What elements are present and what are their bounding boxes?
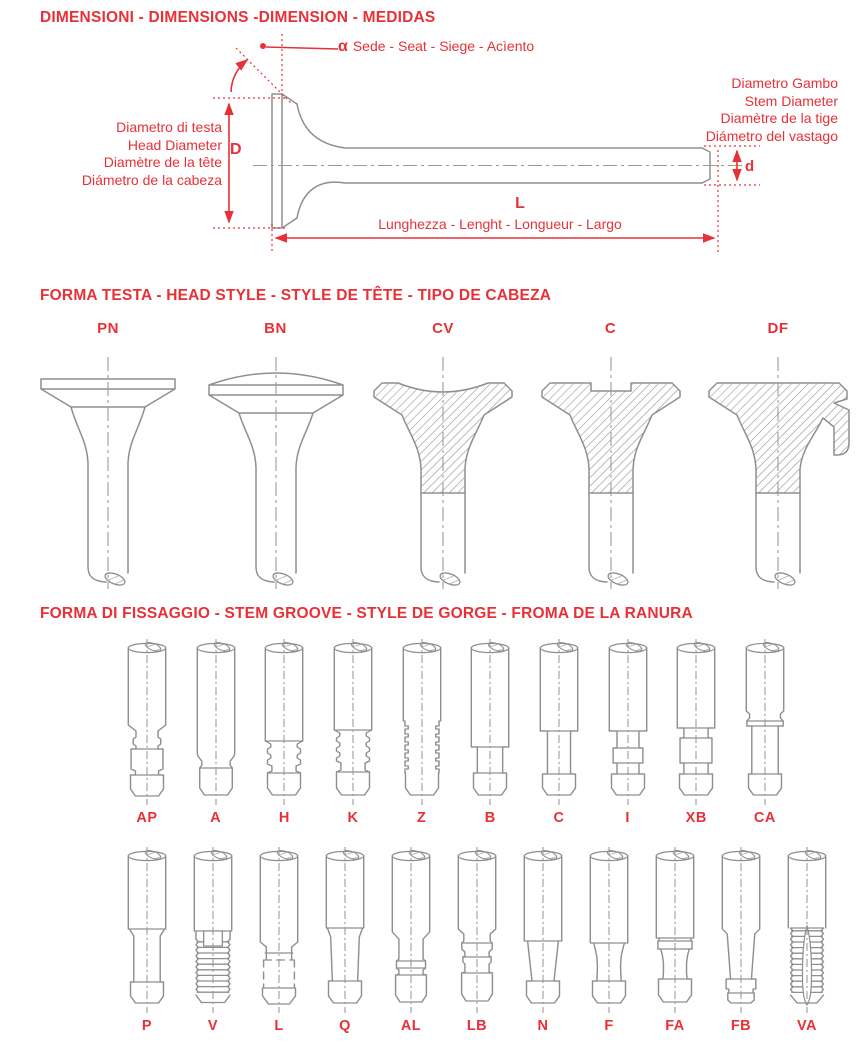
stem-groove-figure-b [457, 637, 523, 826]
valve-stem-drawing [510, 845, 576, 1015]
stem-groove-label: AL [400, 1018, 422, 1034]
stem-grooves-row-1 [114, 637, 798, 826]
stem-groove-label: B [484, 810, 496, 826]
stem-groove-figure-k [320, 637, 386, 826]
valve-stem-drawing [642, 845, 708, 1015]
stem-diameter-label [706, 75, 838, 145]
head-style-label: C [604, 320, 617, 337]
stem-groove-figure-f [576, 845, 642, 1034]
stem-diameter-symbol: d [745, 158, 755, 175]
stem-groove-figure-xb [663, 637, 729, 826]
valve-stem-drawing [183, 637, 249, 807]
stem-groove-label: FB [730, 1018, 752, 1034]
stem-groove-label: H [278, 810, 290, 826]
head-styles-row [28, 320, 858, 593]
stem-groove-figure-z [389, 637, 455, 826]
head-style-figure-pn [28, 320, 188, 593]
stem-groove-label: N [537, 1018, 549, 1034]
stem-groove-label: CA [753, 810, 776, 826]
stem-groove-label: V [207, 1018, 219, 1034]
stem-diameter-line: Stem Diameter [744, 92, 838, 109]
stem-groove-label: FA [665, 1018, 685, 1034]
head-style-label: PN [97, 320, 119, 337]
valve-head-drawing [363, 341, 523, 593]
stem-groove-figure-fa [642, 845, 708, 1034]
stem-groove-label: I [625, 810, 630, 826]
stem-groove-label: P [141, 1018, 153, 1034]
valve-stem-drawing [114, 637, 180, 807]
valve-stem-drawing [378, 845, 444, 1015]
alpha-symbol: α [338, 38, 348, 55]
head-diameter-label [82, 119, 222, 189]
stem-groove-figure-c [526, 637, 592, 826]
stem-diameter-line: Diámetro del vastago [705, 127, 838, 144]
valve-stem-drawing [180, 845, 246, 1015]
stem-groove-figure-va [774, 845, 840, 1034]
seat-angle-text: Sede - Seat - Siege - Acìento [352, 38, 535, 54]
stem-groove-figure-l [246, 845, 312, 1034]
valve-stem-drawing [251, 637, 317, 807]
valve-head-drawing [531, 341, 691, 593]
stem-groove-figure-n [510, 845, 576, 1034]
stem-grooves-section-title: FORMA DI FISSAGGIO - STEM GROOVE - STYLE DE GORGE - FROMA DE LA RANURA [40, 605, 693, 622]
head-diameter-symbol: D [230, 141, 242, 158]
stem-groove-label: AP [136, 810, 158, 826]
valve-stem-drawing [774, 845, 840, 1015]
valve-stem-drawing [320, 637, 386, 807]
valve-stem-drawing [732, 637, 798, 807]
head-style-figure-bn [196, 320, 356, 593]
stem-groove-figure-ca [732, 637, 798, 826]
valve-stem-drawing [246, 845, 312, 1015]
valve-stem-drawing [576, 845, 642, 1015]
valve-stem-drawing [595, 637, 661, 807]
stem-groove-label: A [210, 810, 222, 826]
stem-diameter-line: Diamètre de la tige [720, 110, 838, 126]
stem-groove-label: VA [796, 1018, 818, 1034]
length-symbol: L [515, 195, 525, 212]
length-label: Lunghezza - Lenght - Longueur - Largo [378, 216, 622, 232]
stem-groove-figure-lb [444, 845, 510, 1034]
stem-groove-figure-h [251, 637, 317, 826]
stem-groove-label: L [274, 1018, 284, 1034]
valve-stem-drawing [708, 845, 774, 1015]
stem-groove-figure-p [114, 845, 180, 1034]
valve-head-drawing [196, 341, 356, 593]
stem-diameter-line: Diametro Gambo [731, 75, 838, 91]
head-style-label: DF [767, 320, 789, 337]
head-diameter-line: Diametro di testa [116, 119, 222, 135]
dimensions-section-title: DIMENSIONI - DIMENSIONS -DIMENSION - MEDIDAS [40, 9, 436, 26]
valve-stem-drawing [114, 845, 180, 1015]
valve-head-drawing [698, 341, 858, 593]
stem-groove-figure-ap [114, 637, 180, 826]
stem-groove-figure-i [595, 637, 661, 826]
stem-groove-figure-q [312, 845, 378, 1034]
valve-stem-drawing [389, 637, 455, 807]
head-diameter-line: Diamètre de la tête [103, 154, 222, 170]
valve-stem-drawing [526, 637, 592, 807]
head-style-figure-df [698, 320, 858, 593]
stem-groove-figure-v [180, 845, 246, 1034]
head-style-figure-cv [363, 320, 523, 593]
stem-groove-label: Z [416, 810, 427, 826]
seat-angle-label [338, 38, 534, 56]
valve-head-drawing [28, 341, 188, 593]
head-diameter-line: Head Diameter [127, 136, 222, 153]
valve-stem-drawing [663, 637, 729, 807]
stem-groove-label: K [347, 810, 359, 826]
stem-groove-label: F [604, 1018, 614, 1034]
head-diameter-line: Diámetro de la cabeza [81, 171, 222, 188]
stem-groove-label: LB [466, 1018, 488, 1034]
valve-stem-drawing [444, 845, 510, 1015]
stem-groove-figure-al [378, 845, 444, 1034]
stem-groove-label: Q [339, 1018, 351, 1034]
stem-groove-label: XB [685, 810, 707, 826]
valve-stem-drawing [312, 845, 378, 1015]
stem-groove-figure-fb [708, 845, 774, 1034]
head-style-label: BN [264, 320, 287, 337]
valve-stem-drawing [457, 637, 523, 807]
stem-groove-figure-a [183, 637, 249, 826]
head-styles-section-title: FORMA TESTA - HEAD STYLE - STYLE DE TÊTE - TIPO DE CABEZA [40, 287, 552, 304]
stem-grooves-row-2 [114, 845, 835, 1034]
head-style-figure-c [531, 320, 691, 593]
head-style-label: CV [432, 320, 454, 337]
stem-groove-label: C [553, 810, 565, 826]
